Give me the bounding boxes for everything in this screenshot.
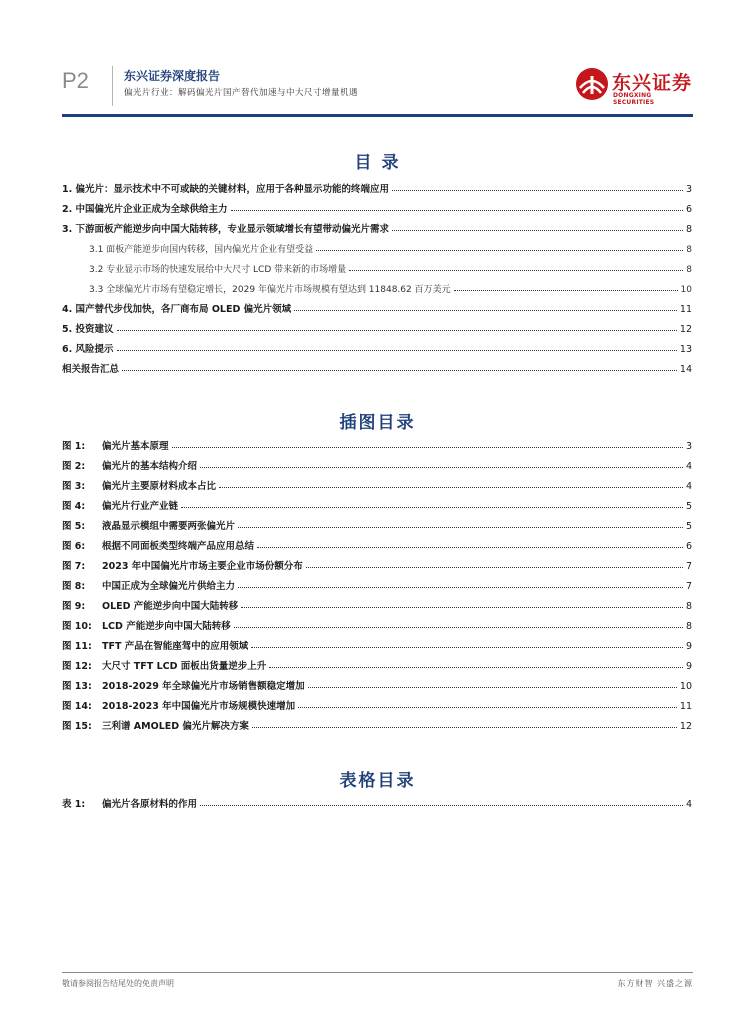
- entry-label: 2018-2023 年中国偏光片市场规模快速增加: [102, 701, 296, 712]
- tables-list: [62, 790, 692, 810]
- entry-label: OLED 产能逆步向中国大陆转移: [102, 601, 239, 612]
- tables-title: 表格目录: [339, 771, 416, 791]
- entry-page: 8: [685, 224, 692, 235]
- dot-leader: [257, 547, 683, 548]
- index-entry[interactable]: [62, 472, 692, 492]
- entry-label: 3.3 全球偏光片市场有望稳定增长，2029 年偏光片市场规模有望达到 11848.62 百万美元: [89, 285, 451, 295]
- index-entry[interactable]: [62, 512, 692, 532]
- index-entry[interactable]: [62, 672, 692, 692]
- dot-leader: [219, 487, 683, 488]
- dot-leader: [172, 447, 683, 448]
- entry-prefix: 图 5:: [62, 521, 86, 532]
- entry-label: 大尺寸 TFT LCD 面板出货量逆步上升: [102, 661, 267, 672]
- entry-label: 3.2 专业显示市场的快速发展给中大尺寸 LCD 带来新的市场增量: [89, 265, 347, 275]
- entry-page: 3: [685, 441, 692, 452]
- entry-prefix: 图 13:: [62, 681, 92, 692]
- dot-leader: [269, 667, 683, 668]
- index-entry[interactable]: [62, 452, 692, 472]
- entry-prefix: 图 7:: [62, 561, 86, 572]
- dot-leader: [122, 370, 677, 371]
- footer-rule: [62, 972, 693, 973]
- entry-label: 偏光片主要原材料成本占比: [102, 481, 217, 492]
- entry-label: 偏光片基本原理: [102, 441, 169, 452]
- entry-prefix: 图 4:: [62, 501, 86, 512]
- entry-page: 4: [685, 461, 692, 472]
- entry-label: LCD 产能逆步向中国大陆转移: [102, 621, 231, 632]
- entry-page: 8: [685, 601, 692, 612]
- footer-slogan: 东方财智 兴盛之源: [617, 979, 693, 988]
- toc-entry[interactable]: [62, 175, 692, 195]
- toc-entry[interactable]: [62, 255, 692, 275]
- toc-entry[interactable]: [62, 195, 692, 215]
- entry-label: 液晶显示模组中需要两张偏光片: [102, 521, 236, 532]
- entry-page: 10: [679, 681, 692, 692]
- entry-label: 2. 中国偏光片企业正成为全球供给主力: [62, 204, 228, 215]
- dot-leader: [234, 627, 683, 628]
- toc-entry[interactable]: [62, 295, 692, 315]
- report-subtitle: 偏光片行业：解码偏光片国产替代加速与中大尺寸增量机遇: [124, 88, 359, 98]
- entry-prefix: 图 10:: [62, 621, 92, 632]
- entry-page: 9: [685, 641, 692, 652]
- dot-leader: [238, 527, 683, 528]
- entry-page: 5: [685, 501, 692, 512]
- index-entry[interactable]: [62, 572, 692, 592]
- toc-entry[interactable]: [62, 275, 692, 295]
- index-entry[interactable]: [62, 552, 692, 572]
- entry-prefix: 图 6:: [62, 541, 86, 552]
- dot-leader: [306, 567, 683, 568]
- entry-label: 1. 偏光片：显示技术中不可或缺的关键材料，应用于各种显示功能的终端应用: [62, 184, 390, 195]
- figures-list: [62, 432, 692, 732]
- entry-label: 3.1 面板产能逆步向国内转移，国内偏光片企业有望受益: [89, 245, 314, 255]
- entry-page: 5: [685, 521, 692, 532]
- dot-leader: [392, 230, 683, 231]
- entry-page: 8: [686, 265, 692, 275]
- entry-page: 11: [679, 304, 692, 315]
- index-entry[interactable]: [62, 432, 692, 452]
- dot-leader: [241, 607, 683, 608]
- dot-leader: [200, 805, 683, 806]
- index-entry[interactable]: [62, 692, 692, 712]
- index-entry[interactable]: [62, 652, 692, 672]
- logo-mark-icon: [574, 66, 610, 102]
- index-entry[interactable]: [62, 612, 692, 632]
- dot-leader: [181, 507, 683, 508]
- entry-prefix: 图 12:: [62, 661, 92, 672]
- entry-page: 12: [679, 721, 692, 732]
- entry-label: 偏光片行业产业链: [102, 501, 179, 512]
- entry-label: 6. 风险提示: [62, 344, 114, 355]
- dot-leader: [200, 467, 683, 468]
- entry-page: 8: [686, 245, 692, 255]
- entry-label: 偏光片的基本结构介绍: [102, 461, 198, 472]
- dot-leader: [252, 727, 677, 728]
- entry-label: 根据不同面板类型终端产品应用总结: [102, 541, 255, 552]
- entry-prefix: 表 1:: [62, 799, 86, 810]
- entry-prefix: 图 14:: [62, 701, 92, 712]
- dot-leader: [308, 687, 677, 688]
- toc-entry[interactable]: [62, 335, 692, 355]
- page-header: [62, 58, 692, 116]
- toc-entry[interactable]: [62, 235, 692, 255]
- dot-leader: [231, 210, 683, 211]
- entry-label: 4. 国产替代步伐加快，各厂商布局 OLED 偏光片领域: [62, 304, 292, 315]
- entry-prefix: 图 11:: [62, 641, 92, 652]
- figures-title: 插图目录: [339, 413, 416, 433]
- dot-leader: [392, 190, 683, 191]
- entry-page: 13: [679, 344, 692, 355]
- entry-page: 3: [685, 184, 692, 195]
- header-divider: [112, 66, 113, 106]
- index-entry[interactable]: [62, 712, 692, 732]
- page-number: P2: [62, 68, 89, 93]
- entry-label: 2018-2029 年全球偏光片市场销售额稳定增加: [102, 681, 305, 692]
- toc-list: [62, 175, 692, 375]
- index-entry[interactable]: [62, 790, 692, 810]
- entry-page: 4: [685, 481, 692, 492]
- entry-page: 6: [685, 541, 692, 552]
- entry-prefix: 图 2:: [62, 461, 86, 472]
- dot-leader: [238, 587, 683, 588]
- entry-label: 相关报告汇总: [62, 364, 120, 375]
- entry-label: 3. 下游面板产能逆步向中国大陆转移，专业显示领域增长有望带动偏光片需求: [62, 224, 390, 235]
- entry-page: 11: [679, 701, 692, 712]
- entry-label: 2023 年中国偏光片市场主要企业市场份额分布: [102, 561, 303, 572]
- entry-page: 9: [685, 661, 692, 672]
- entry-page: 6: [685, 204, 692, 215]
- logo-text-en: DONGXING SECURITIES: [613, 92, 655, 106]
- dot-leader: [117, 330, 677, 331]
- entry-label: 中国正成为全球偏光片供给主力: [102, 581, 236, 592]
- entry-page: 7: [685, 561, 692, 572]
- company-logo: [574, 62, 692, 106]
- index-entry[interactable]: [62, 592, 692, 612]
- toc-entry[interactable]: [62, 315, 692, 335]
- entry-prefix: 图 1:: [62, 441, 86, 452]
- entry-prefix: 图 9:: [62, 601, 86, 612]
- entry-prefix: 图 8:: [62, 581, 86, 592]
- logo-text-cn: 东兴证券: [612, 72, 693, 94]
- entry-page: 14: [679, 364, 692, 375]
- dot-leader: [117, 350, 677, 351]
- toc-entry[interactable]: [62, 355, 692, 375]
- dot-leader: [316, 250, 683, 251]
- toc-title: 目 录: [354, 153, 401, 173]
- dot-leader: [349, 270, 683, 271]
- index-entry[interactable]: [62, 632, 692, 652]
- entry-prefix: 图 3:: [62, 481, 86, 492]
- entry-label: 三利谱 AMOLED 偏光片解决方案: [102, 721, 249, 732]
- entry-label: TFT 产品在智能座驾中的应用领域: [102, 641, 249, 652]
- dot-leader: [294, 310, 677, 311]
- entry-page: 10: [680, 285, 692, 295]
- toc-entry[interactable]: [62, 215, 692, 235]
- entry-page: 12: [679, 324, 692, 335]
- entry-label: 5. 投资建议: [62, 324, 114, 335]
- entry-prefix: 图 15:: [62, 721, 92, 732]
- footer-disclaimer: 敬请参阅报告结尾处的免责声明: [62, 979, 174, 988]
- entry-page: 7: [685, 581, 692, 592]
- entry-page: 4: [685, 799, 692, 810]
- header-rule: [62, 114, 693, 117]
- index-entry[interactable]: [62, 492, 692, 512]
- report-type: 东兴证券深度报告: [124, 69, 221, 83]
- dot-leader: [454, 290, 678, 291]
- index-entry[interactable]: [62, 532, 692, 552]
- dot-leader: [298, 707, 677, 708]
- entry-label: 偏光片各原材料的作用: [102, 799, 198, 810]
- dot-leader: [251, 647, 683, 648]
- entry-page: 8: [685, 621, 692, 632]
